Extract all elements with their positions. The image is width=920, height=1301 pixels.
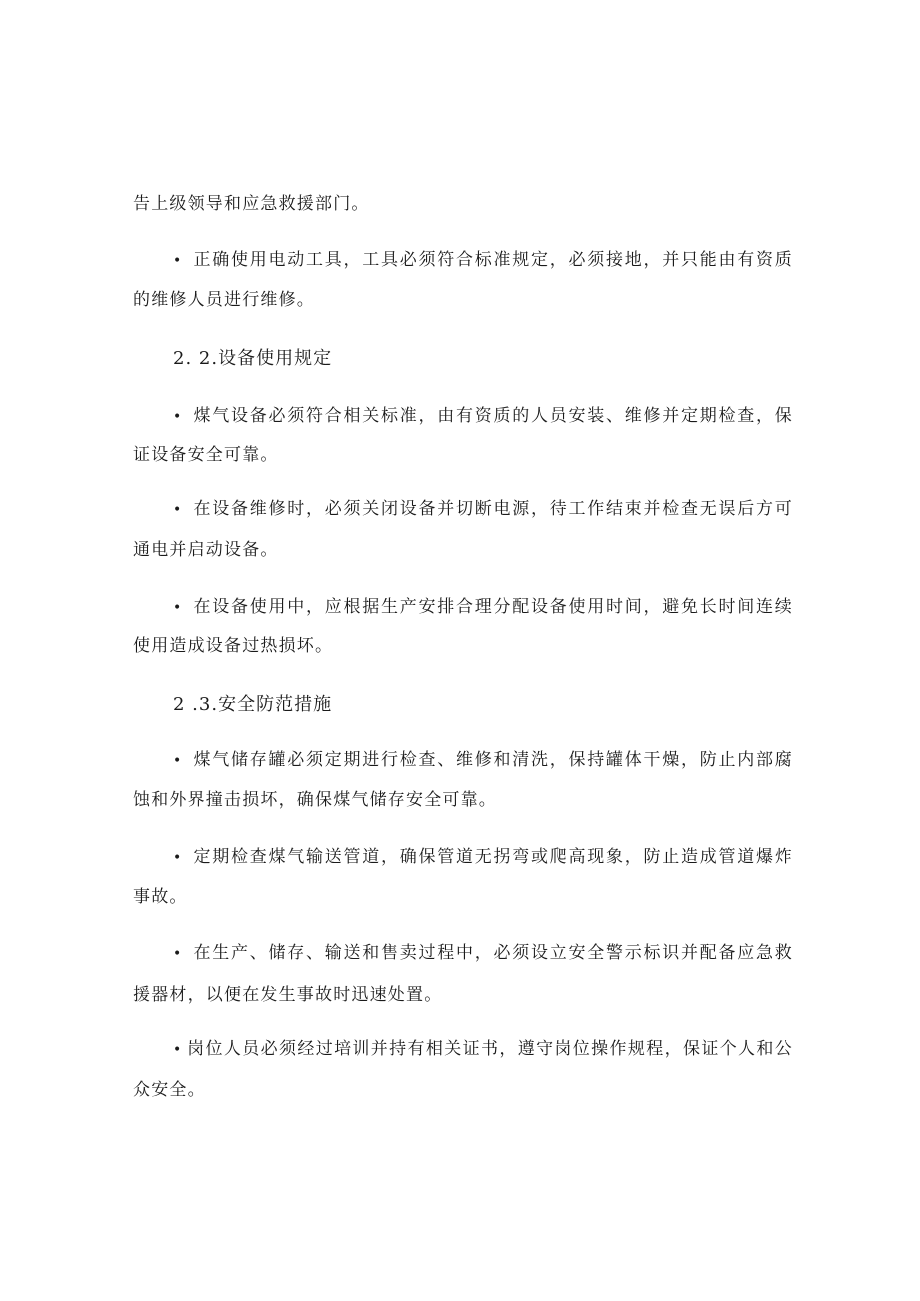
list-item-text: 在设备使用中，应根据生产安排合理分配设备使用时间，避免长时间连续 <box>193 597 793 617</box>
section-heading-2-2: 2. 2.设备使用规定 <box>173 348 333 369</box>
list-item-continuation: 证设备安全可靠。 <box>133 445 279 465</box>
bullet-marker: • <box>173 600 183 616</box>
list-item-text: 定期检查煤气输送管道，确保管道无拐弯或爬高现象，防止造成管道爆炸 <box>193 847 793 867</box>
bullet-marker: • <box>173 1042 183 1058</box>
list-item-continuation: 众安全。 <box>133 1080 206 1100</box>
bullet-marker: • <box>173 946 183 962</box>
intro-tail-text: 告上级领导和应急救援部门。 <box>133 194 370 214</box>
list-item <box>173 404 793 429</box>
list-item-continuation: 事故。 <box>133 887 188 907</box>
list-item <box>173 941 793 966</box>
list-item <box>173 1037 793 1062</box>
list-item-text: 煤气设备必须符合相关标准，由有资质的人员安装、维修并定期检查，保 <box>193 406 793 426</box>
bullet-marker: • <box>173 502 183 518</box>
list-item-continuation: 通电并启动设备。 <box>133 540 279 560</box>
list-item-continuation: 蚀和外界撞击损坏，确保煤气储存安全可靠。 <box>133 790 497 810</box>
list-item-continuation: 使用造成设备过热损坏。 <box>133 636 334 656</box>
tools-item-text: 正确使用电动工具，工具必须符合标准规定，必须接地，并只能由有资质 <box>193 250 793 270</box>
list-item-text: 在生产、储存、输送和售卖过程中，必须设立安全警示标识并配备应急救 <box>193 943 793 963</box>
tools-item-line2: 的维修人员进行维修。 <box>133 290 315 310</box>
list-item-continuation: 援器材，以便在发生事故时迅速处置。 <box>133 985 443 1005</box>
list-item-text: 在设备维修时，必须关闭设备并切断电源，待工作结束并检查无误后方可 <box>193 499 793 519</box>
list-item <box>173 748 793 773</box>
bullet-marker: • <box>173 850 183 866</box>
section-heading-2-3: 2 .3.安全防范措施 <box>173 694 333 715</box>
list-item-text: 岗位人员必须经过培训并持有相关证书，遵守岗位操作规程，保证个人和公 <box>187 1039 793 1059</box>
bullet-marker: • <box>173 409 183 425</box>
list-item <box>173 497 793 522</box>
list-item <box>173 845 793 870</box>
bullet-marker: • <box>173 753 183 769</box>
list-item <box>173 595 793 620</box>
bullet-marker: • <box>173 253 183 269</box>
tools-item-line1 <box>173 248 793 273</box>
list-item-text: 煤气储存罐必须定期进行检查、维修和清洗，保持罐体干燥，防止内部腐 <box>193 750 793 770</box>
